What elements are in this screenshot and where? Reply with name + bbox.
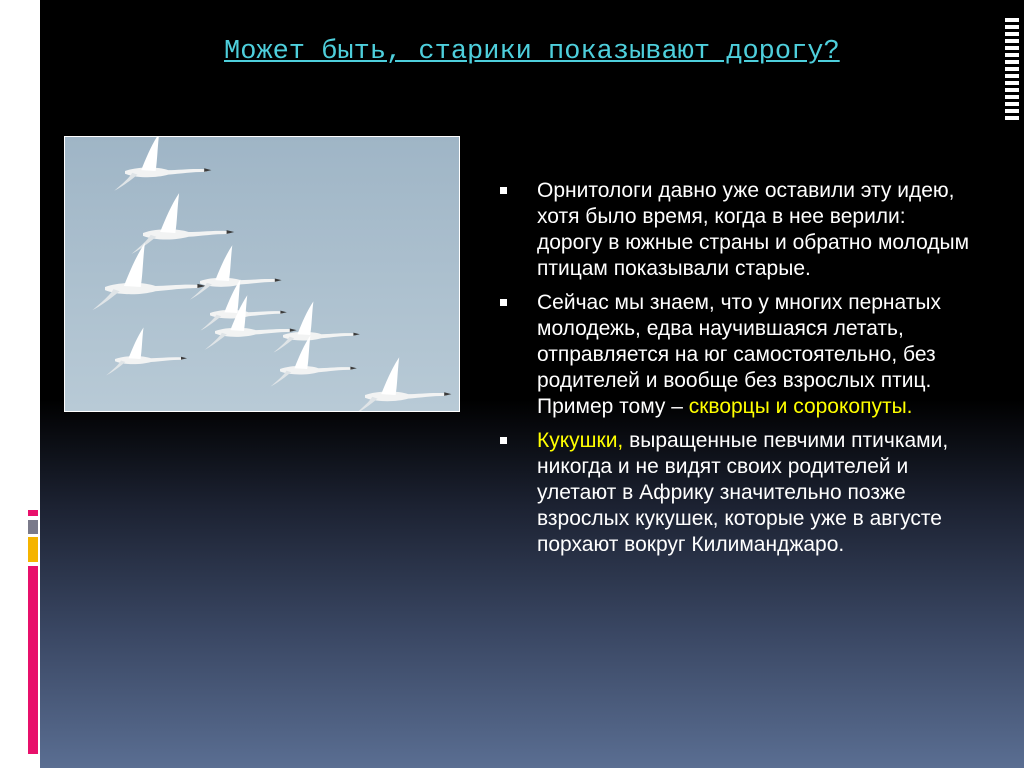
bullet-list [500,178,970,566]
bullet-text: Орнитологи давно уже оставили эту идею, хотя было время, когда в нее верили: дорогу в южные страны и обратно молодым птицам показывали старые. [537,179,970,280]
bullet-text: выращенные певчими птичками, никогда и не видят своих родителей и улетают в Африку значительно позже взрослых кукушек, которые уже в августе порхают вокруг Килиманджаро. [537,429,949,556]
bullet-highlight: скворцы и сорокопуты. [688,395,913,418]
square-bullet-icon [500,299,507,306]
square-bullet-icon [500,187,507,194]
gray-accent-bar [28,520,38,534]
pink-accent-bar [28,510,38,516]
list-item [500,428,970,558]
square-bullet-icon [500,437,507,444]
bullet-highlight: Кукушки, [537,429,624,452]
stripes-decoration [1005,18,1019,122]
list-item [500,290,970,420]
flock-of-swans-icon [65,137,459,411]
pink-accent-bar-long [28,566,38,754]
left-accent-bars [28,0,40,768]
slide-title: Может быть, старики показывают дорогу? [224,37,840,67]
list-item [500,178,970,282]
swans-photo [64,136,460,412]
bullet-text: Сейчас мы знаем, что у многих пернатых молодежь, едва научившаяся летать, отправляется на юг самостоятельно, без родителей и вообще без взрослых птиц. Пример тому – [537,291,941,418]
yellow-accent-bar [28,537,38,562]
